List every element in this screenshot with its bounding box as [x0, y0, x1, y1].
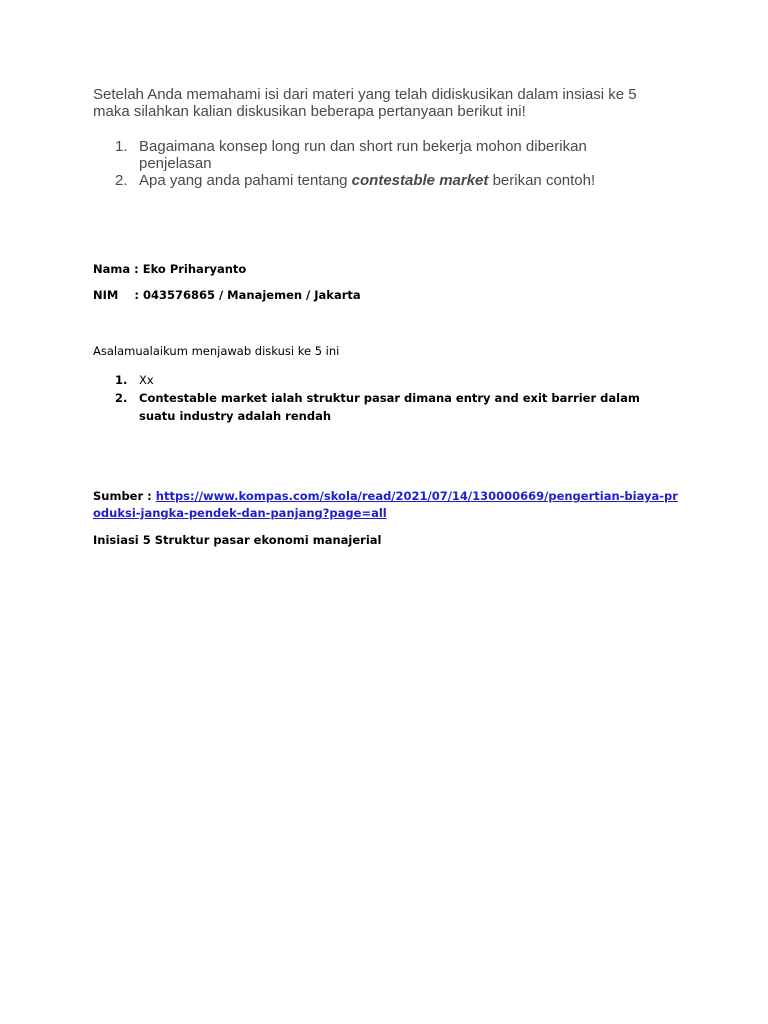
answer-item — [115, 371, 675, 389]
greeting-text: Asalamualaikum menjawab diskusi ke 5 ini — [93, 344, 340, 358]
answer-text: Contestable market ialah struktur pasar dimana entry and exit barrier dalam suatu industry adalah rendah — [139, 391, 640, 423]
answer-list — [115, 371, 675, 425]
question-text: Bagaimana konsep long run dan short run bekerja mohon diberikan penjelasan — [139, 138, 587, 172]
question-text-end: berikan contoh! — [488, 172, 596, 189]
answer-item — [115, 389, 675, 425]
question-emphasis: contestable market — [351, 172, 489, 189]
source-link[interactable]: https://www.kompas.com/skola/read/2021/07/14/130000669/pengertian-biaya-produksi-jangka-pendek-dan-panjang?page=all — [93, 489, 678, 520]
intro-line-2: maka silahkan kalian diskusikan beberapa pertanyaan berikut ini! — [93, 103, 526, 120]
student-nim: NIM : 043576865 / Manajemen / Jakarta — [93, 288, 361, 302]
source-line — [93, 488, 683, 522]
question-list — [115, 138, 635, 189]
student-name: Nama : Eko Priharyanto — [93, 262, 247, 276]
question-text-start: Apa yang anda pahami tentang — [139, 172, 352, 189]
intro-line-1: Setelah Anda memahami isi dari materi yang telah didiskusikan dalam insiasi ke 5 — [93, 86, 637, 103]
question-item — [115, 172, 635, 189]
question-item — [115, 138, 635, 172]
answer-number: 2. — [115, 391, 128, 405]
footer-line: Inisiasi 5 Struktur pasar ekonomi manajerial — [93, 533, 382, 547]
answer-text: Xx — [139, 373, 154, 387]
question-text — [139, 172, 635, 189]
answer-number: 1. — [115, 373, 128, 387]
question-number: 2. — [115, 172, 128, 189]
source-label: Sumber : — [93, 489, 156, 503]
question-number: 1. — [115, 138, 128, 155]
intro-paragraph — [93, 86, 693, 120]
